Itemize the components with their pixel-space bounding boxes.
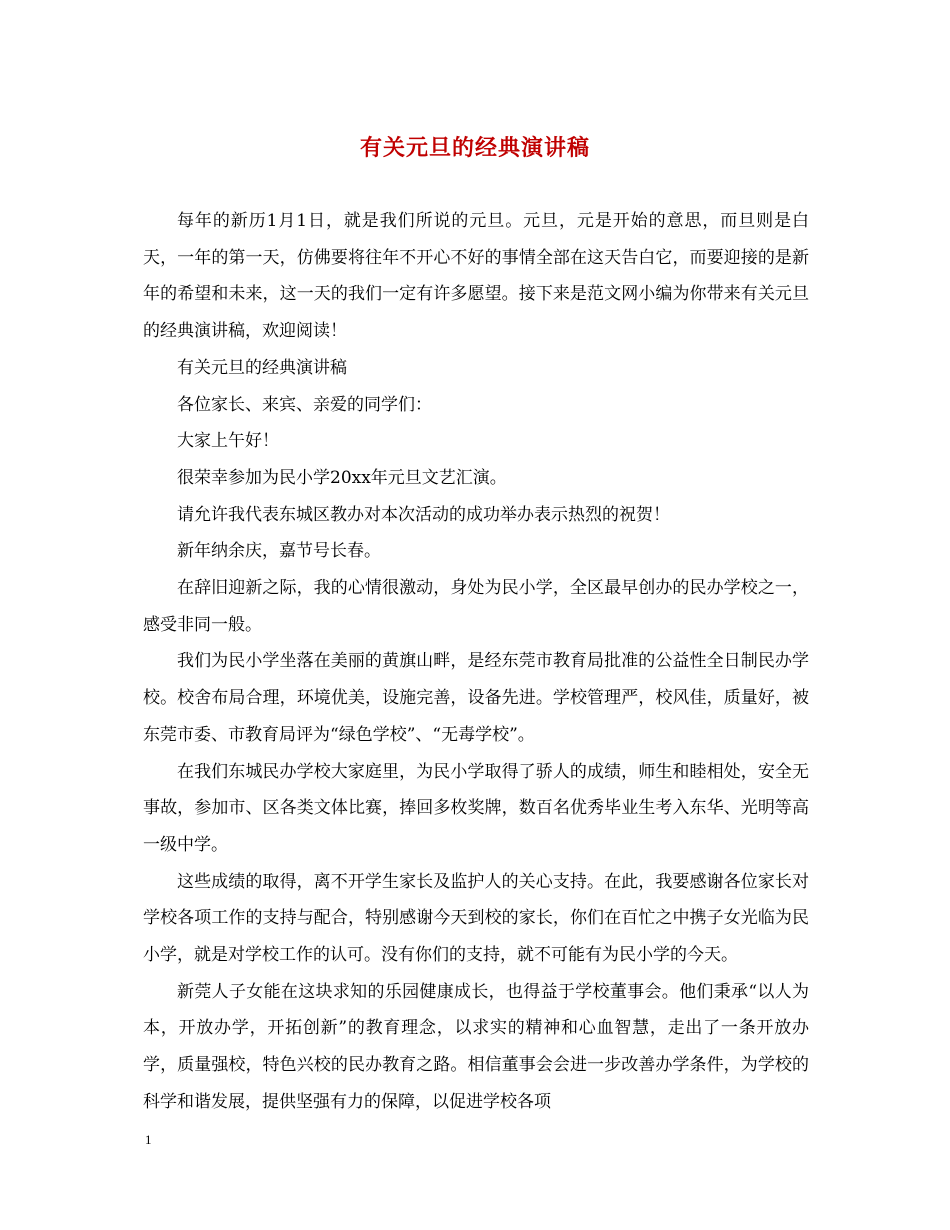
body-paragraph: 很荣幸参加为民小学20xx年元旦文艺汇演。 — [177, 467, 507, 488]
document-title: 有关元旦的经典演讲稿 — [359, 135, 590, 161]
body-paragraph: 这些成绩的取得，离不开学生家长及监护人的关心支持。在此，我要感谢各位家长对学校各项工作的支持与配合，特别感谢今天到校的家长，你们在百忙之中携子女光临为民小学，就是对学校工作的认可。没有你们的支持，就不可能有为民小学的今天。 — [143, 871, 809, 966]
body-paragraph: 有关元旦的经典演讲稿 — [177, 357, 347, 378]
page-number: 1 — [145, 1132, 152, 1147]
body-paragraph: 在辞旧迎新之际，我的心情很激动，身处为民小学，全区最早创办的民办学校之一，感受非同一般。 — [143, 578, 809, 635]
body-paragraph: 每年的新历1月1日，就是我们所说的元旦。元旦，元是开始的意思，而旦则是白天，一年的第一天，仿佛要将往年不开心不好的事情全部在这天告白它，而要迎接的是新年的希望和未来，这一天的我们一定有许多愿望。接下来是范文网小编为你带来有关元旦的经典演讲稿，欢迎阅读！ — [143, 211, 809, 342]
body-paragraph: 各位家长、来宾、亲爱的同学们： — [177, 394, 432, 415]
body-paragraph: 新莞人子女能在这块求知的乐园健康成长，也得益于学校董事会。他们秉承“以人为本，开放办学，开拓创新”的教育理念，以求实的精神和心血智慧，走出了一条开放办学，质量强校，特色兴校的民办教育之路。相信董事会会进一步改善办学条件，为学校的科学和谐发展，提供坚强有力的保障，以促进学校各项 — [143, 981, 809, 1112]
body-paragraph: 在我们东城民办学校大家庭里，为民小学取得了骄人的成绩，师生和睦相处，安全无事故，参加市、区各类文体比赛，捧回多枚奖牌，数百名优秀毕业生考入东华、光明等高一级中学。 — [143, 761, 809, 855]
document-body — [143, 203, 809, 1121]
body-paragraph: 请允许我代表东城区教办对本次活动的成功举办表示热烈的祝贺！ — [177, 504, 670, 525]
body-paragraph: 大家上午好！ — [177, 431, 279, 452]
body-paragraph: 新年纳余庆，嘉节号长春。 — [177, 541, 381, 562]
body-paragraph: 我们为民小学坐落在美丽的黄旗山畔，是经东莞市教育局批准的公益性全日制民办学校。校舍布局合理，环境优美，设施完善，设备先进。学校管理严，校风佳，质量好，被东莞市委、市教育局评为“绿色学校”、“无毒学校”。 — [143, 651, 809, 745]
